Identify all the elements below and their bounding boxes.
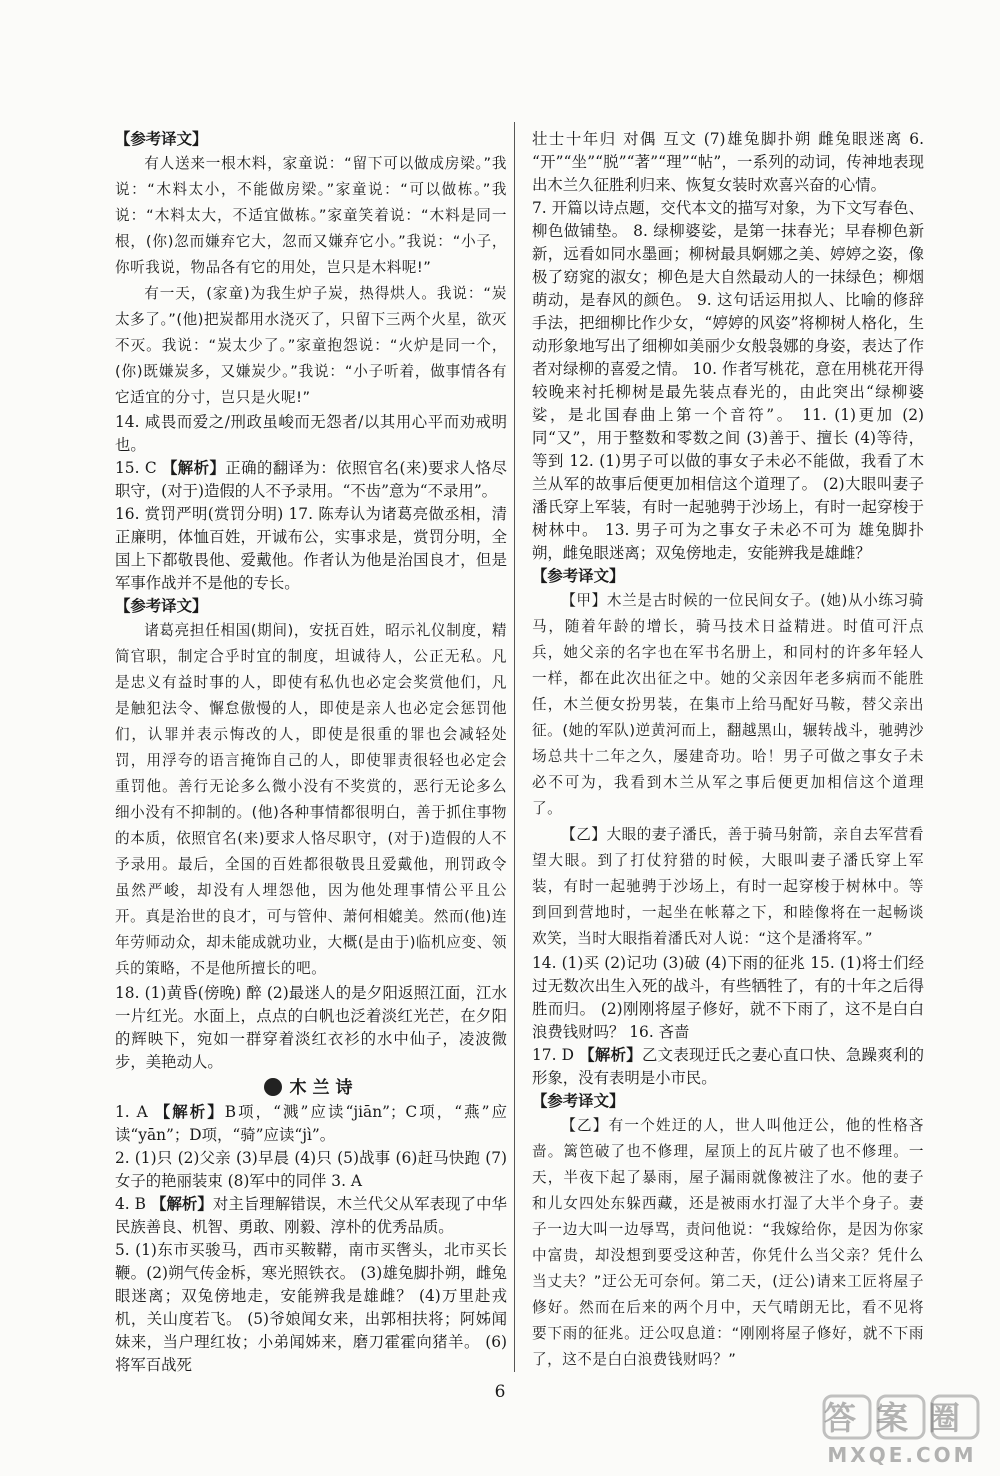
answer-15: 15. C 【解析】正确的翻译为：依照官名(来)要求人恪尽职守，(对于)造假的人不予录用。“不齿”意为“不录用”。 bbox=[115, 459, 507, 500]
answer-18: 18. (1)黄昏(傍晚) 醉 (2)最迷人的是夕阳返照江面，江水一片红光。水面上，点点的白帆也泛着淡红光芒，在夕阳的辉映下，宛如一群穿着淡红衣衫的水中仙子，凌波微步，美艳动人。 bbox=[115, 984, 507, 1071]
watermark-logo-icon bbox=[818, 1392, 988, 1470]
translation-paragraph-yi: 【乙】有一个姓迂的人，世人叫他迂公，他的性格吝啬。篱笆破了也不修理，屋顶上的瓦片破了也不修理。一天，半夜下起了暴雨，屋子漏雨就像被注了水。他的妻子和儿女四处东躲西藏，还是被雨水打湿了大半个身子。妻子一边大叫一边辱骂，责问他说：“我嫁给你，是因为你家中富贵，却没想到要受这种苦，你凭什么当父亲？凭什么当丈夫？”迂公无可奈何。第二天，(迂公)请来工匠将屋子修好。然而在后来的两个月中，天气晴朗无比，看不见将要下雨的征兆。迂公叹息道：“刚刚将屋子修好，就不下雨了，这不是白白浪费钱财吗？” bbox=[532, 1117, 924, 1368]
reference-translation-heading: 【参考译文】 bbox=[532, 1092, 625, 1110]
watermark-text: 答案圈 bbox=[823, 1399, 981, 1437]
section-title: 木兰诗 bbox=[115, 1077, 507, 1100]
left-column bbox=[115, 128, 507, 1377]
translation-paragraph-jia: 【甲】木兰是古时候的一位民间女子。(她)从小练习骑马，随着年龄的增长，骑马技术日益精进。时值可汗点兵，她父亲的名字也在军书名册上，和同村的许多年轻人一样，都在此次出征之中。她的父亲因年老多病而不能胜任，木兰便女扮男装，在集市上给马配好马鞍，替父亲出征。(她的军队)逆黄河而上，翻越黑山，辗转战斗，驰骋沙场总共十二年之久，屡建奇功。哈！男子可做之事女子未必不可为，我看到木兰从军之事后便更加相信这个道理了。 bbox=[532, 592, 924, 817]
reference-translation-heading: 【参考译文】 bbox=[115, 130, 208, 148]
mulan-answer-1: 1. A 【解析】B项，“溅”应读“jiān”；C项，“燕”应读“yān”；D项，“骑”应读“jì”。 bbox=[115, 1103, 507, 1144]
mulan-answer-5: 5. (1)东市买骏马，西市买鞍鞯，南市买辔头，北市买长鞭。(2)朔气传金柝，寒光照铁衣。 (3)雄兔脚扑朔，雌兔眼迷离；双兔傍地走，安能辨我是雄雌？ (4)万里赴戎机，关山度若飞。 (5)爷娘闻女来，出郭相扶将；阿姊闻妹来，当户理红妆；小弟闻姊来，磨刀霍霍向猪羊。 (6)将军百战死 bbox=[115, 1241, 507, 1374]
translation-paragraph-yi: 【乙】大眼的妻子潘氏，善于骑马射箭，亲自去军营看望大眼。到了打仗狩猎的时候，大眼叫妻子潘氏穿上军装，有时一起驰骋于沙场上，有时一起穿梭于树林中。等到回到营地时，一起坐在帐幕之下，和睦像将在一起畅谈欢笑，当时大眼指着潘氏对人说：“这个是潘将军。” bbox=[532, 826, 924, 947]
analysis-tag: 【解析】 bbox=[154, 1103, 225, 1121]
translation-paragraph: 有人送来一根木料，家童说：“留下可以做成房梁。”我说：“木料太小，不能做房梁。”家童说：“可以做栋。”我说：“木料太大，不适宜做栋。”家童笑着说：“木料是同一根，(你)忽而嫌弃它大，忽而又嫌弃它小。”我说：“小子，你听我说，物品各有它的用处，岂只是木料呢!” bbox=[115, 155, 507, 276]
analysis-tag: 【解析】 bbox=[579, 1046, 642, 1064]
mulan-answer-2-3: 2. (1)只 (2)父亲 (3)早晨 (4)只 (5)战事 (6)赶马快跑 (7)女子的艳丽装束 (8)军中的同伴 3. A bbox=[115, 1149, 507, 1190]
translation-paragraph: 诸葛亮担任相国(期间)，安抚百姓，昭示礼仪制度，精简官职，制定合乎时宜的制度，坦诚待人，公正无私。凡是忠义有益时事的人，即使有私仇也必定会奖赏他们，凡是触犯法令、懈怠傲慢的人，即使是亲人也必定会惩罚他们，认罪并表示悔改的人，即使是很重的罪也会减轻处罚，用浮夸的语言掩饰自己的人，即使罪责很轻也必定会重罚他。善行无论多么微小没有不奖赏的，恶行无论多么细小没有不抑制的。(他)各种事情都很明白，善于抓住事物的本质，依照官名(来)要求人恪尽职守，(对于)造假的人不予录用。最后，全国的百姓都很敬畏且爱戴他，刑罚政令虽然严峻，却没有人埋怨他，因为他处理事情公平且公开。真是治世的良才，可与管仲、萧何相媲美。然而(他)连年劳师动众，却未能成就功业，大概(是由于)临机应变、领兵的策略，不是他所擅长的吧。 bbox=[115, 622, 507, 977]
answer-16-17: 16. 赏罚严明(赏罚分明) 17. 陈寿认为诸葛亮做丞相，清正廉明，体恤百姓，开诚布公，实事求是，赏罚分明，全国上下都敬畏他、爱戴他。作者认为他是治国良才，但是军事作战并不是他的专长。 bbox=[115, 505, 507, 592]
circle-bullet-icon bbox=[264, 1078, 282, 1096]
page-number: 6 bbox=[494, 1382, 506, 1402]
mulan-answer-4: 4. B 【解析】对主旨理解错误，木兰代父从军表现了中华民族善良、机智、勇敢、刚毅、淳朴的优秀品质。 bbox=[115, 1195, 507, 1236]
answer-continuation: 壮士十年归 对偶 互文 (7)雄兔脚扑朔 雌兔眼迷离 6. “开”“坐”“脱”“著”“理”“帖”，一系列的动词，传神地表现出木兰久征胜利归来、恢复女装时欢喜兴奋的心情。 bbox=[532, 130, 924, 194]
watermark-url: MXQE.COM bbox=[827, 1443, 977, 1467]
translation-paragraph: 有一天，(家童)为我生炉子炭，热得烘人。我说：“炭太多了。”(他)把炭都用水浇灭了，只留下三两个火星，欲灭不灭。我说：“炭太少了。”家童抱怨说：“火炉是同一个，(你)既嫌炭多，又嫌炭少。”我说：“小子听着，做事情各有它适宜的分寸，岂只是火呢!” bbox=[115, 285, 507, 406]
answer-17: 17. D 【解析】乙文表现迂氏之妻心直口快、急躁爽利的形象，没有表明是小市民。 bbox=[532, 1046, 924, 1087]
analysis-tag: 【解析】 bbox=[150, 1195, 213, 1213]
answers-7-13: 7. 开篇以诗点题，交代本文的描写对象，为下文写春色、柳色做铺垫。 8. 绿柳婆娑，是第一抹春光；早春柳色新新，远看如同水墨画；柳树最具婀娜之美、婷婷之姿，像极了窈窕的淑女；柳色是大自然最动人的一抹绿色；柳烟萌动，是春风的颜色。 9. 这句话运用拟人、比喻的修辞手法，把细柳比作少女，“婷婷的风姿”将柳树人格化，生动形象地写出了细柳如美丽少女般袅娜的身姿，表达了作者对绿柳的喜爱之情。 10. 作者写桃花，意在用桃花开得较晚来衬托柳树是最先装点春光的，由此突出“绿柳婆娑，是北国春曲上第一个音符”。 11. (1)更加 (2)同“又”，用于整数和零数之间 (3)善于、擅长 (4)等待，等到 12. (1)男子可以做的事女子未必不能做，我看了木兰从军的故事后便更加相信这个道理了。 (2)大眼叫妻子潘氏穿上军装，有时一起驰骋于沙场上，有时一起穿梭于树林中。 13. 男子可为之事女子未必不可为 雄兔脚扑朔，雌兔眼迷离；双兔傍地走，安能辨我是雄雌？ bbox=[532, 199, 924, 562]
answer-14: 14. 咸畏而爱之/刑政虽峻而无怨者/以其用心平而劝戒明也。 bbox=[115, 413, 507, 454]
column-divider bbox=[514, 122, 515, 1372]
reference-translation-heading: 【参考译文】 bbox=[115, 597, 208, 615]
answers-14-16: 14. (1)买 (2)记功 (3)破 (4)下雨的征兆 15. (1)将士们经过无数次出生入死的战斗，有些牺牲了，有的十年之后得胜而归。 (2)刚刚将屋子修好，就不下雨了，这不是白白浪费钱财吗？ 16. 吝啬 bbox=[532, 954, 924, 1041]
reference-translation-heading: 【参考译文】 bbox=[532, 567, 625, 585]
analysis-tag: 【解析】 bbox=[161, 459, 226, 477]
right-column bbox=[532, 128, 924, 1373]
